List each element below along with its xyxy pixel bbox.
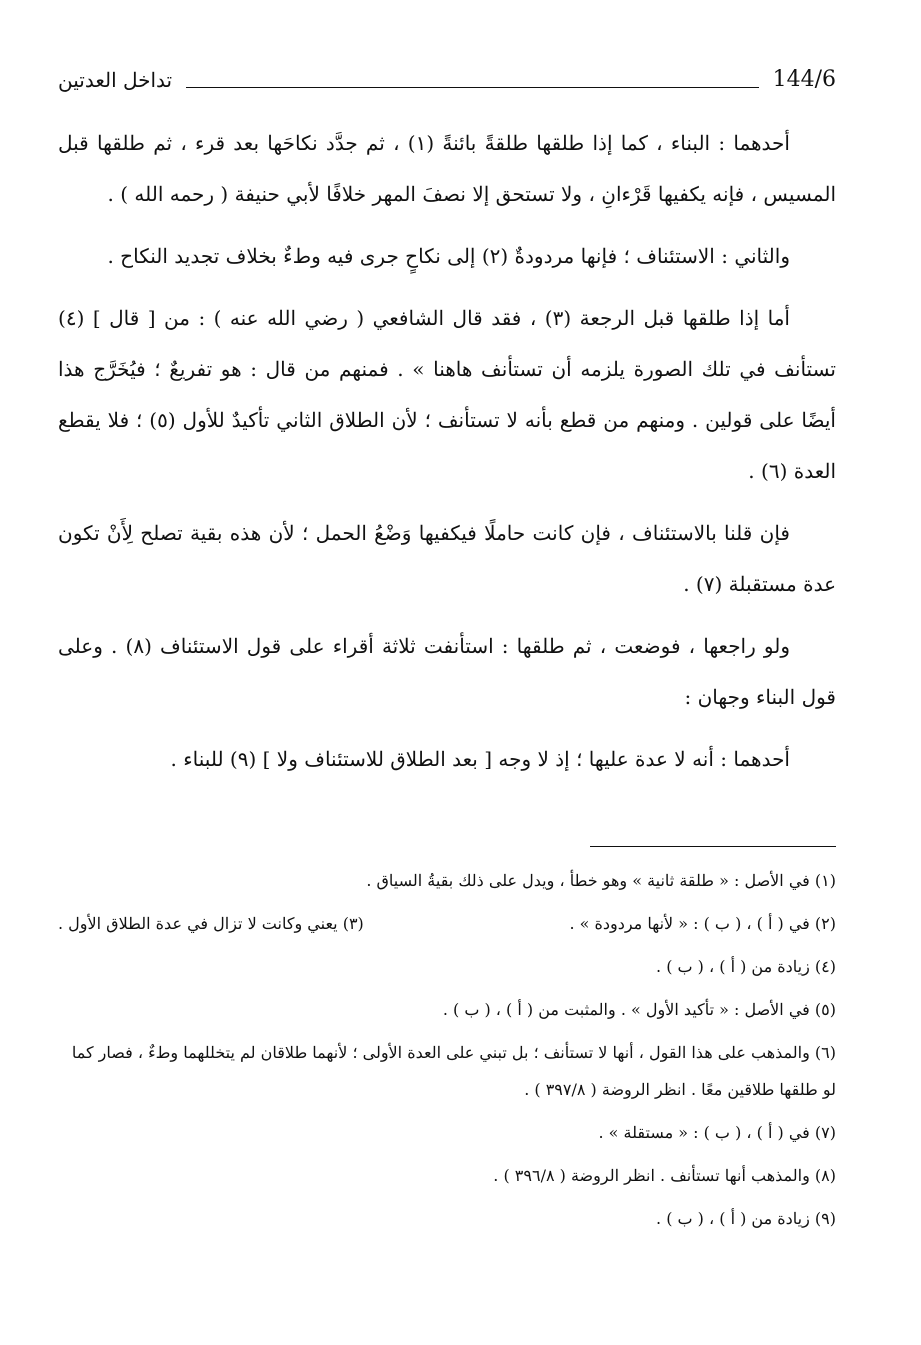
footnote-6: (٦) والمذهب على هذا القول ، أنها لا تستأنف ؛ بل تبني على العدة الأولى ؛ لأنهما طلاقان لم يتخللهما وطءٌ ، فصار كما لو طلقها طلاقين معًا . انظر الروضة ( ٣٩٧/٨ ) . xyxy=(71,1043,836,1099)
footnotes xyxy=(58,862,836,1243)
paragraph: والثاني : الاستئناف ؛ فإنها مردودةٌ (٢) إلى نكاحٍ جرى فيه وطءٌ بخلاف تجديد النكاح . xyxy=(107,244,790,268)
paragraph: فإن قلنا بالاستئناف ، فإن كانت حاملًا فيكفيها وَضْعُ الحمل ؛ لأن هذه بقية تصلح لِأَنْ تكون عدة مستقبلة (٧) . xyxy=(58,521,836,596)
paragraph: أحدهما : البناء ، كما إذا طلقها طلقةً بائنةً (١) ، ثم جدَّد نكاحَها بعد قرء ، ثم طلقها قبل المسيس ، فإنه يكفيها قَرْءانِ ، ولا تستحق إلا نصفَ المهر خلافًا لأبي حنيفة ( رحمه الله ) . xyxy=(58,131,836,206)
footnote-9: (٩) زيادة من ( أ ) ، ( ب ) . xyxy=(656,1209,836,1228)
footnote-1: (١) في الأصل : « طلقة ثانية » وهو خطأ ، ويدل على ذلك بقيةُ السياق . xyxy=(366,871,836,890)
running-title: تداخل العدتين xyxy=(58,68,173,92)
footnote-7: (٧) في ( أ ) ، ( ب ) : « مستقلة » . xyxy=(598,1123,836,1142)
footnote-2: (٢) في ( أ ) ، ( ب ) : « لأنها مردودة » . xyxy=(569,914,836,933)
footnote-8: (٨) والمذهب أنها تستأنف . انظر الروضة ( ٣٩٦/٨ ) . xyxy=(493,1166,836,1185)
paragraph: ولو راجعها ، فوضعت ، ثم طلقها : استأنفت ثلاثة أقراء على قول الاستئناف (٨) . وعلى قول البناء وجهان : xyxy=(58,634,836,709)
page-header xyxy=(58,58,836,94)
paragraph: أحدهما : أنه لا عدة عليها ؛ إذ لا وجه [ بعد الطلاق للاستئناف ولا ] (٩) للبناء . xyxy=(170,747,790,771)
footnote-5: (٥) في الأصل : « تأكيد الأول » . والمثبت من ( أ ) ، ( ب ) . xyxy=(442,1000,836,1019)
footnote-3: (٣) يعني وكانت لا تزال في عدة الطلاق الأول . xyxy=(58,914,364,933)
footnote-4: (٤) زيادة من ( أ ) ، ( ب ) . xyxy=(656,957,836,976)
paragraph: أما إذا طلقها قبل الرجعة (٣) ، فقد قال الشافعي ( رضي الله عنه ) : من [ قال ] (٤) تستأنف في تلك الصورة يلزمه أن تستأنف هاهنا » . فمنهم من قال : هو تفريعٌ ؛ فيُخَرَّج هذا أيضًا على قولين . ومنهم من قطع بأنه لا تستأنف ؛ لأن الطلاق الثاني تأكيدٌ للأول (٥) ؛ فلا يقطع العدة (٦) . xyxy=(58,306,836,483)
main-text xyxy=(58,118,836,796)
footnote-separator xyxy=(590,846,836,847)
footnote-row xyxy=(58,905,836,942)
header-rule xyxy=(186,87,758,88)
page-number: 144/6 xyxy=(772,67,836,92)
